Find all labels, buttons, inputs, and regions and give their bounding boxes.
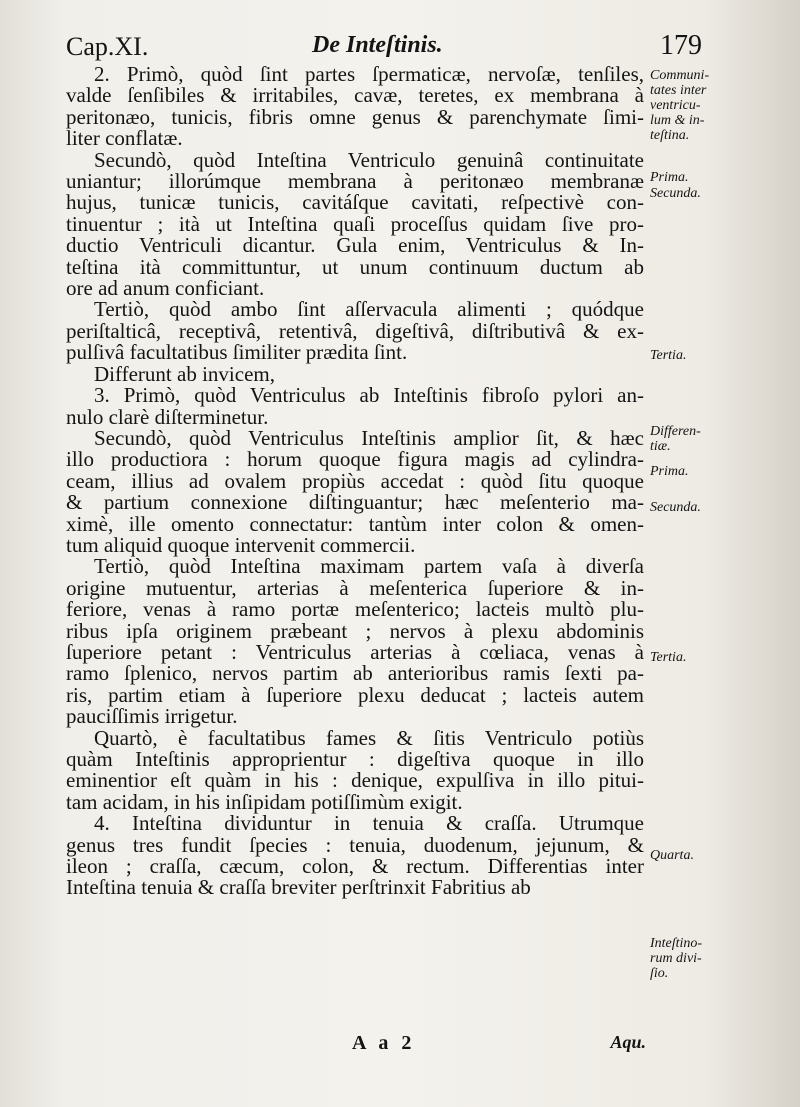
text-line: tam acidam, in his inſipidam potiſſimùm exigit. [66, 789, 463, 814]
page-footer [66, 1028, 646, 1058]
text-line: liter conflatæ. [66, 126, 183, 151]
catchword: Aqu. [610, 1032, 646, 1052]
margin-note-prima: Prima. [650, 170, 689, 185]
page-number: 179 [660, 30, 702, 61]
text-line: Secundò, quòd Ventriculus Inteſtinis amplior ſit, & hæc [94, 425, 644, 450]
text-line: ore ad anum conficiant. [66, 276, 265, 301]
text-line: ximè, ille omento connectatur: tantùm inter colon & omen- [66, 511, 644, 536]
text-line: feriore, venas à ramo portæ meſenterico; lacteis multò plu- [66, 597, 644, 622]
text-line: ramo ſplenico, nervos partim ab anterioribus ramis ſexti pa- [66, 661, 644, 686]
text-line: nulo clarè diſterminetur. [66, 404, 269, 429]
text-line: ileon ; craſſa, cæcum, colon, & rectum. Differentias inter [66, 854, 644, 879]
margin-note-quarta: Quarta. [650, 848, 694, 863]
text-line: ſuperiore petant : Ventriculus arterias à cœliaca, venas à [66, 639, 644, 664]
text-line: genus tres fundit ſpecies : tenuia, duodenum, jejunum, & [66, 832, 644, 857]
text-line: ceam, illius ad ovalem propiùs accedat : quòd ſitu quoque [66, 468, 644, 493]
paragraph [66, 425, 644, 557]
text-line: uniantur; illorúmque membrana à peritonæo membranæ [66, 169, 644, 194]
text-line: periſtalticâ, receptivâ, retentivâ, digeſtivâ, diſtributivâ & ex- [66, 318, 644, 343]
text-line: tum aliquid quoque intervenit commercii. [66, 532, 416, 557]
margin-note-communitates: Communi- tates inter ventricu- lum & in- teſtina. [650, 68, 710, 143]
text-line: origine mutuentur, arterias à meſenterica ſuperiore & in- [66, 575, 644, 600]
chapter-label: Cap.XI. [66, 32, 149, 61]
text-line: pulſivâ facultatibus ſimiliter prædita ſint. [66, 340, 408, 365]
text-line: Tertiò, quòd ambo ſint aſſervacula alimenti ; quódque [94, 297, 644, 322]
margin-note-prima-2: Prima. [650, 464, 689, 479]
margin-note-tertia-2: Tertia. [650, 650, 687, 665]
paragraph [66, 725, 644, 814]
paragraph [66, 385, 644, 428]
text-line: eminentior eſt quàm in his : denique, expulſiva in illo pitui- [66, 768, 644, 793]
margin-note-secunda: Secunda. [650, 186, 701, 201]
text-line: 3. Primò, quòd Ventriculus ab Inteſtinis fibroſo pylori an- [94, 383, 644, 408]
text-line: quàm Inteſtinis approprientur : digeſtiva quoque in illo [66, 747, 644, 771]
signature-mark: A a 2 [352, 1032, 416, 1054]
text-line: hujus, tunicæ tunicis, cavitáſque cavitati, reſpectivè con- [66, 190, 644, 215]
text-line: valde ſenſibiles & irritabiles, cavæ, teretes, ex membrana à [66, 83, 644, 108]
text-line: Quartò, è facultatibus fames & ſitis Ventriculo potiùs [94, 725, 644, 750]
text-line: 4. Inteſtina dividuntur in tenuia & craſſa. Utrumque [94, 811, 644, 836]
paragraph [66, 361, 644, 386]
text-line: peritonæo, tunicis, fibris omne genus & parenchymate ſimi- [66, 104, 644, 129]
text-line: Tertiò, quòd Inteſtina maximam partem vaſa à diverſa [94, 554, 644, 579]
margin-note-tertia: Tertia. [650, 348, 687, 363]
text-line: & partium connexione diſtinguantur; hæc meſenterio ma- [66, 490, 644, 515]
paragraph [66, 299, 644, 363]
running-header [66, 24, 702, 64]
text-line: teſtina ità committuntur, ut unum continuum ductum ab [66, 254, 644, 279]
margin-note-differentiae: Differen- tiæ. [650, 424, 701, 454]
paragraph [66, 64, 644, 150]
running-title: De Inteſtinis. [312, 32, 443, 58]
paragraph [66, 556, 644, 727]
paragraph [66, 147, 644, 301]
text-line: Differunt ab invicem, [94, 361, 275, 386]
text-line: Inteſtina tenuia & craſſa breviter perſtrinxit Fabritius ab [66, 875, 531, 900]
text-line: Secundò, quòd Inteſtina Ventriculo genuinâ continuitate [94, 147, 644, 172]
text-line: ribus ipſa originem præbeant ; nervos à plexu abdominis [66, 618, 644, 643]
text-line: 2. Primò, quòd ſint partes ſpermaticæ, nervoſæ, tenſiles, [94, 62, 644, 86]
text-line: pauciſſimis irrigetur. [66, 704, 238, 729]
margin-note-secunda-2: Secunda. [650, 500, 701, 515]
text-line: ductio Ventriculi dicantur. Gula enim, Ventriculus & In- [66, 233, 644, 258]
text-line: ris, partim etiam à ſuperiore plexu deducat ; lacteis autem [66, 682, 644, 707]
paragraph [66, 813, 644, 899]
text-line: tinuentur ; ità ut Inteſtina quaſi proceſſus quidam ſive pro- [66, 211, 644, 236]
margin-note-divisio: Inteſtino- rum divi- ſio. [650, 936, 703, 981]
text-line: illo productiora : horum quoque figura magis ad cylindra- [66, 447, 644, 472]
body-text [66, 64, 644, 899]
